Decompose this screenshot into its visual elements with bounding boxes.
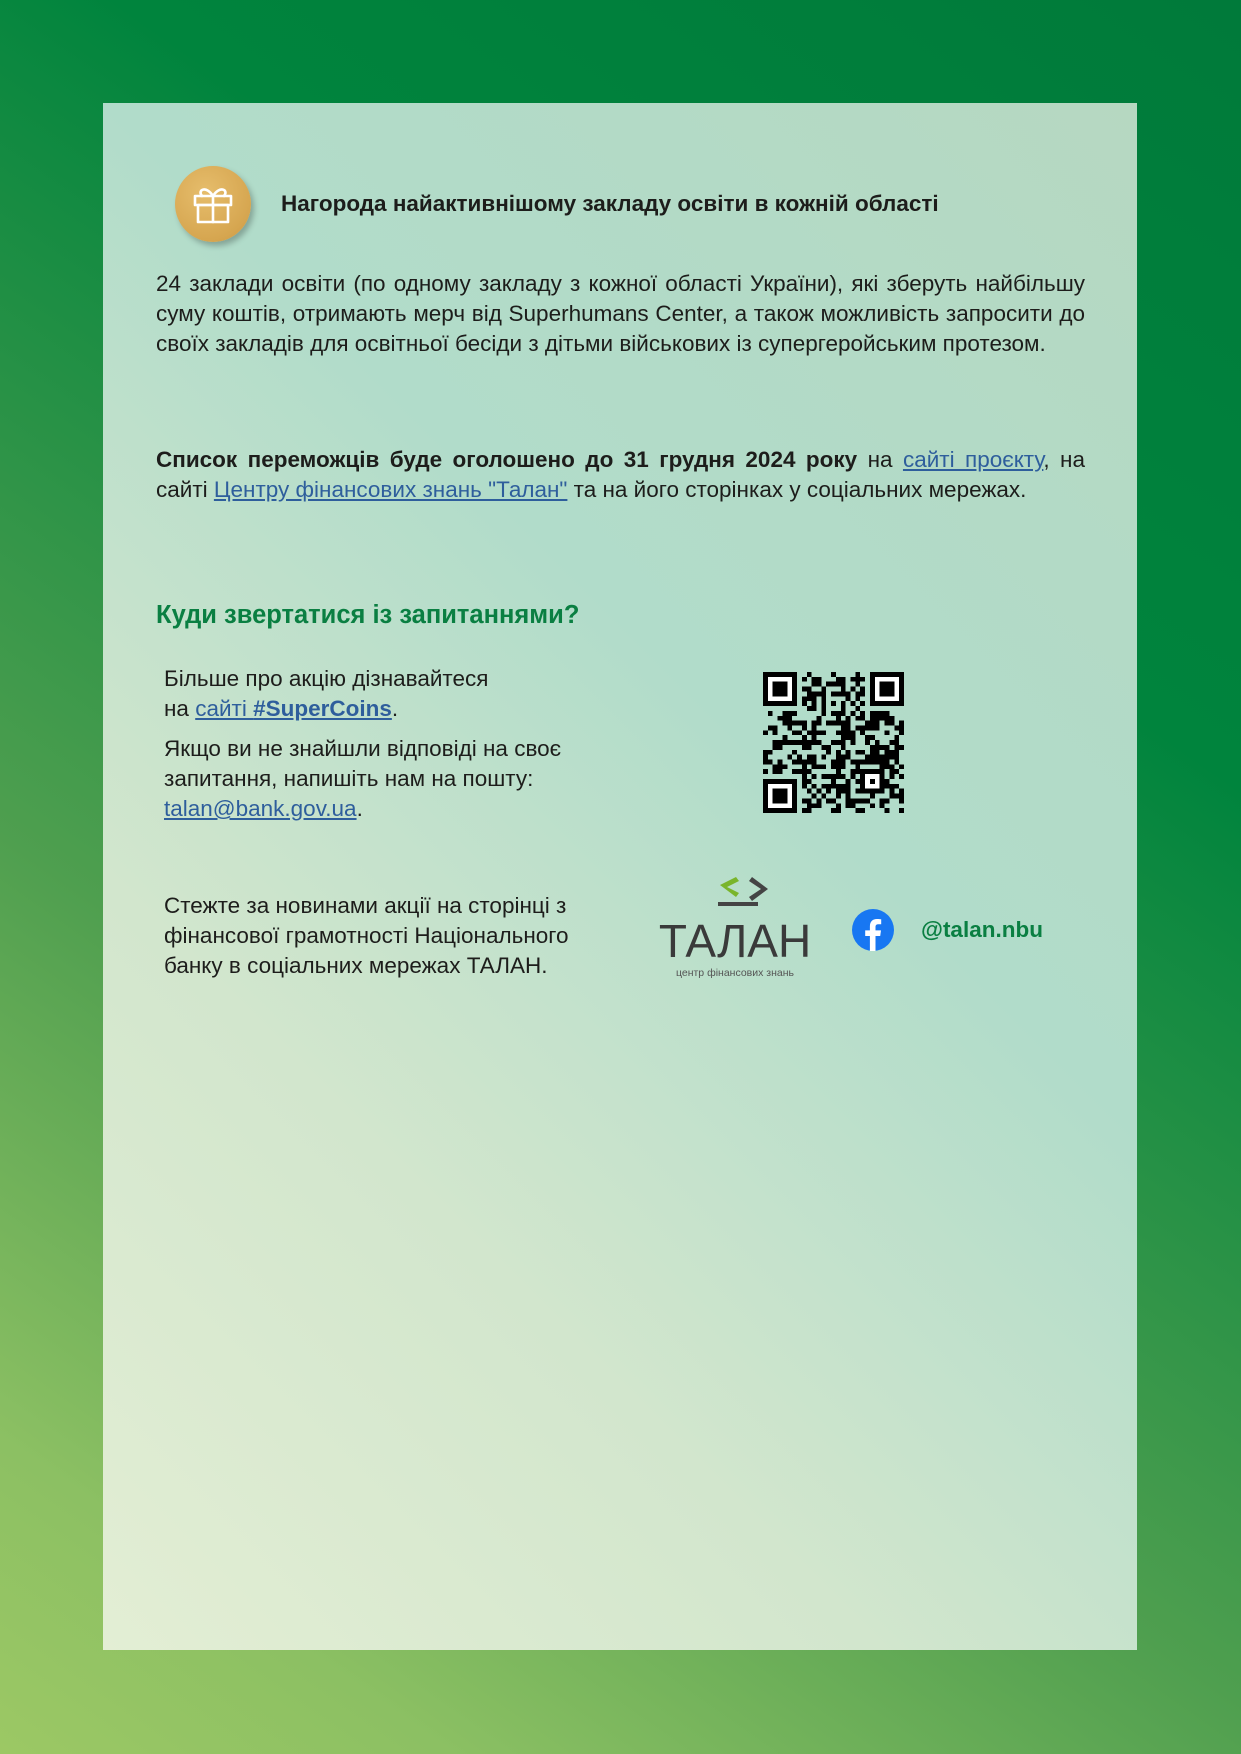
email-period: .	[356, 796, 363, 821]
more-info-on: на	[164, 696, 196, 721]
winners-text-site: , на сайті	[156, 447, 1085, 502]
supercoins-site-link[interactable]	[195, 696, 392, 721]
talan-logo	[658, 873, 813, 988]
more-info-label: Більше про акцію дізнавайтеся	[164, 666, 489, 691]
more-info-period: .	[391, 696, 399, 721]
talan-logo-chevron-gray	[749, 877, 768, 901]
supercoins-link-hashtag: #SuperCoins	[253, 696, 392, 721]
follow-news-text: Стежте за новинами акції на сторінці з фінансової грамотності Національного банку в соціальних мережах ТАЛАН.	[164, 893, 569, 978]
talan-logo-tagline: центр фінансових знань	[675, 967, 795, 979]
winners-announcement	[156, 445, 1085, 505]
qr-code	[763, 672, 904, 813]
more-info-text	[164, 664, 624, 724]
winners-text-social: та на його сторінках у соціальних мережах.	[567, 477, 1027, 502]
contacts-heading: Куди звертатися із запитаннями?	[156, 601, 580, 629]
winners-date-text: Список переможців буде оголошено до 31 грудня 2024 року	[156, 447, 858, 472]
talan-logo-chevron-green	[720, 877, 739, 897]
facebook-icon[interactable]	[852, 909, 894, 951]
talan-center-link[interactable]: Центру фінансових знань "Талан"	[213, 477, 568, 502]
email-contact-label: Якщо ви не знайшли відповіді на своє запитання, напишіть нам на пошту:	[164, 736, 562, 791]
supercoins-link-prefix: сайті	[195, 696, 254, 721]
award-title: Нагорода найактивнішому закладу освіти в кожній області	[281, 191, 939, 216]
email-link[interactable]: talan@bank.gov.ua	[164, 796, 357, 821]
social-handle-link[interactable]: @talan.nbu	[921, 917, 1043, 942]
gift-icon	[175, 166, 251, 242]
talan-logo-name: ТАЛАН	[658, 915, 812, 967]
winners-text-on: на	[857, 447, 903, 472]
project-site-link[interactable]: сайті проєкту	[902, 447, 1044, 472]
award-description: 24 заклади освіти (по одному закладу з кожної області України), які зберуть найбільшу суму коштів, отримають мерч від Superhumans Center, а також можливість запросити до своїх закладів для освітньої бесіди з дітьми військових із супергеройським протезом.	[156, 271, 1085, 356]
email-contact-text	[164, 734, 624, 824]
content-card	[103, 103, 1137, 1650]
